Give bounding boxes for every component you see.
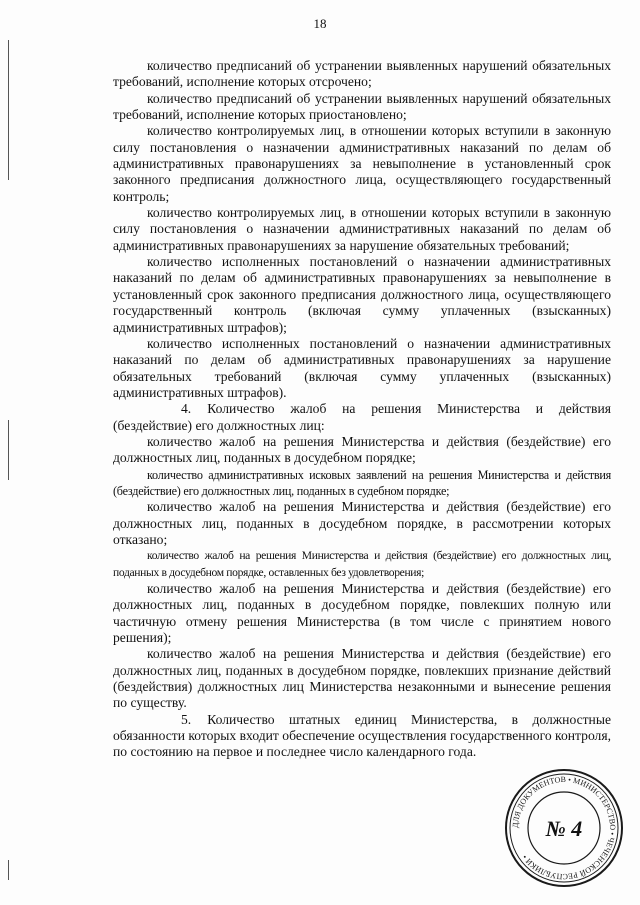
scan-edge-mark (8, 420, 9, 480)
stamp-label: № 4 (545, 816, 583, 841)
paragraph: количество жалоб на решения Министерства и действия (бездействие) его должностных лиц, поданных в досудебном порядке, повлекших полную или частичную отмену решения Министерства (в том числе с принятием нового решения); (113, 581, 611, 646)
scan-edge-mark (8, 860, 9, 880)
paragraph: количество предписаний об устранении выявленных нарушений обязательных требований, исполнение которых отсрочено; (113, 58, 611, 90)
paragraph: количество исполненных постановлений о назначении административных наказаний по делам об административных правонарушениях за нарушение обязательных требований (включая сумму уплаченных (взысканных) административных штрафов). (113, 335, 611, 400)
document-body (113, 58, 611, 761)
paragraph-text: Количество штатных единиц Министерства, в должностные обязанности которых входит обеспечение осуществления государственного контроля, по состоянию на первое и последнее число календарного года. (113, 711, 611, 760)
paragraph: количество жалоб на решения Министерства и действия (бездействие) его должностных лиц, поданных в досудебном порядке, повлекших признание действий (бездействия) должностных лиц Министерства незаконными и вынесение решения по существу. (113, 646, 611, 711)
paragraph-item-4 (113, 401, 611, 434)
paragraph: количество жалоб на решения Министерства и действия (бездействие) его должностных лиц, поданных в досудебном порядке; (113, 433, 611, 466)
official-stamp-seal (502, 766, 626, 890)
paragraph: количество административных исковых заявлений на решения Министерства и действия (бездействие) его должностных лиц, поданных в судебном порядке; (113, 467, 611, 498)
paragraph-text: Количество жалоб на решения Министерства и действия (бездействие) его должностных лиц: (113, 401, 611, 433)
item-number: 4. (181, 401, 192, 417)
stamp-ring-text: ДЛЯ ДОКУМЕНТОВ • МИНИСТЕРСТВО • ЧЕЧЕНСКОЙ РЕСПУБЛИКИ • (510, 774, 618, 882)
paragraph: количество контролируемых лиц, в отношении которых вступили в законную силу постановления о назначении административных наказаний по делам об административных правонарушениях за нарушение обязательных требований; (113, 205, 611, 253)
item-number: 5. (181, 711, 192, 727)
paragraph-item-5 (113, 712, 611, 761)
paragraph: количество жалоб на решения Министерства и действия (бездействие) его должностных лиц, поданных в досудебном порядке, в рассмотрении которых отказано; (113, 499, 611, 547)
paragraph: количество исполненных постановлений о назначении административных наказаний по делам об административных правонарушениях за невыполнение в установленный срок законного предписания должностного лица, осуществляющего государственный контроль (включая сумму уплаченных (взысканных) административных штрафов); (113, 254, 611, 335)
paragraph: количество предписаний об устранении выявленных нарушений обязательных требований, исполнение которых приостановлено; (113, 90, 611, 123)
page-number: 18 (313, 16, 327, 31)
paragraph: количество контролируемых лиц, в отношении которых вступили в законную силу постановления о назначении административных наказаний по делам об административных правонарушениях за невыполнение в установленный срок законного предписания должностного лица, осуществляющего государственный контроль; (113, 123, 611, 204)
scan-edge-mark (8, 40, 9, 180)
paragraph: количество жалоб на решения Министерства и действия (бездействие) его должностных лиц, поданных в досудебном порядке, оставленных без удовлетворения; (113, 549, 611, 579)
